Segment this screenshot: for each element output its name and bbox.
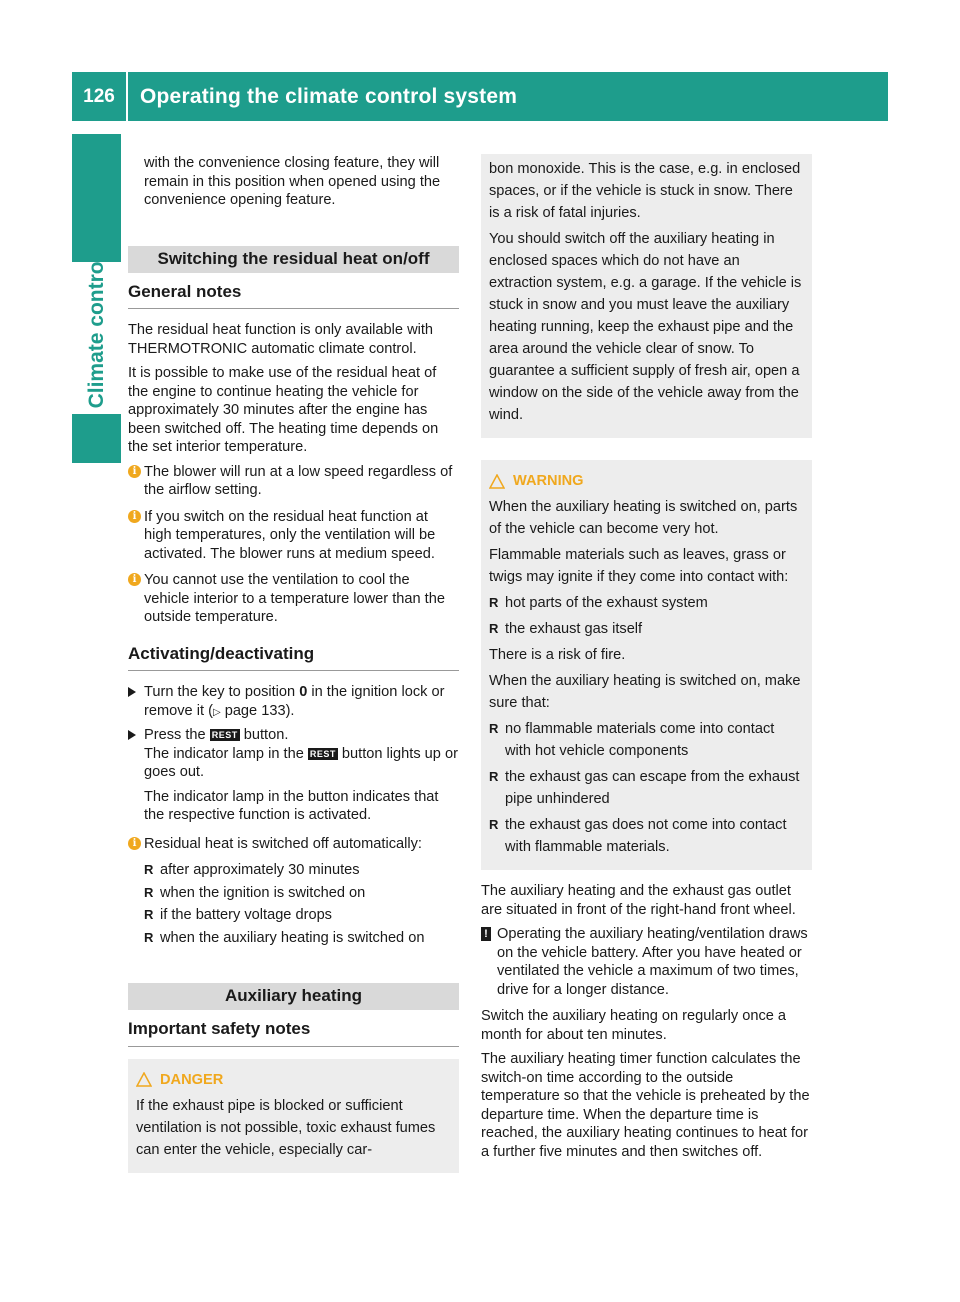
outlet-paragraph: The auxiliary heating and the exhaust gas outlet are situated in front of the right-hand front wheel. xyxy=(481,883,796,918)
bullet-icon: R xyxy=(144,929,154,945)
list-item xyxy=(489,814,804,858)
info-note xyxy=(128,571,459,627)
info-note-text: If you switch on the residual heat function at high temperatures, only the ventilation will be activated. The blower runs at medium speed. xyxy=(144,508,436,562)
general-notes-heading: General notes xyxy=(128,283,459,310)
danger-text: If the exhaust pipe is blocked or sufficient ventilation is not possible, toxic exhaust fumes can enter the vehicle, especially car- xyxy=(136,1097,436,1158)
info-icon: i xyxy=(128,465,141,478)
warning-triangle-icon xyxy=(489,474,505,489)
list-item xyxy=(489,766,804,810)
info-note xyxy=(128,835,459,854)
warning-text: Flammable materials such as leaves, grass or twigs may ignite if they come into contact with: xyxy=(489,547,789,585)
caution-note-text: Operating the auxiliary heating/ventilation draws on the vehicle battery. After you have heated or ventilated the vehicle a maximum of two times, drive for a longer distance. xyxy=(497,926,808,998)
key-position: 0 xyxy=(299,684,308,700)
danger-header xyxy=(136,1069,451,1091)
list-item-text: when the ignition is switched on xyxy=(160,884,366,901)
left-column xyxy=(128,154,459,1173)
list-item xyxy=(144,929,459,948)
rest-button-icon: REST xyxy=(309,748,336,759)
list-item-text: if the battery voltage drops xyxy=(160,907,332,923)
intro-paragraph: with the convenience closing feature, they will remain in this position when opened using the convenience opening feature. xyxy=(144,155,441,208)
bullet-icon: R xyxy=(489,817,499,832)
info-note-text: You cannot use the ventilation to cool the vehicle interior to a temperature lower than the outside temperature. xyxy=(144,572,445,625)
monthly-paragraph: Switch the auxiliary heating on regularly once a month for about ten minutes. xyxy=(481,1008,787,1043)
warning-text: There is a risk of fire. xyxy=(489,647,626,663)
instruction-step xyxy=(128,726,459,825)
list-item xyxy=(489,718,804,762)
info-icon: i xyxy=(128,837,141,850)
page-title: Operating the climate control system xyxy=(140,84,518,108)
warning-label: WARNING xyxy=(513,473,584,489)
danger-label: DANGER xyxy=(160,1071,224,1088)
page-reference-link[interactable]: page 133). xyxy=(224,702,295,719)
list-item-text: no flammable materials come into contact with hot vehicle components xyxy=(505,721,775,759)
section-heading-residual-heat: Switching the residual heat on/off xyxy=(128,246,459,273)
general-notes-paragraph-2: It is possible to make use of the residual heat of the engine to continue heating the vehicle for approximately 30 minutes after the engine has been switched off. The heating time depends on the set interior temperature. xyxy=(128,365,439,455)
info-note xyxy=(128,463,459,500)
info-note-text: Residual heat is switched off automatically: xyxy=(144,835,422,852)
side-tab-label xyxy=(72,255,121,409)
step-arrow-icon xyxy=(128,730,136,740)
warning-text: When the auxiliary heating is switched on, parts of the vehicle can become very hot. xyxy=(489,499,798,537)
step-text: button. xyxy=(239,727,289,743)
general-notes-paragraph-1: The residual heat function is only available with THERMOTRONIC automatic climate control. xyxy=(128,322,434,357)
timer-paragraph: The auxiliary heating timer function calculates the switch-on time according to the outside temperature so that the vehicle is preheated by the departure time. When the departure time is reached, the auxiliary heating continues to heat for a further five minutes and then switches off. xyxy=(481,1051,810,1160)
side-tab-marker xyxy=(72,414,121,463)
warning-text: When the auxiliary heating is switched on, make sure that: xyxy=(489,673,801,711)
warning-header xyxy=(489,470,804,492)
list-item-text: the exhaust gas itself xyxy=(505,621,643,637)
info-icon: i xyxy=(128,510,141,523)
right-column xyxy=(481,154,812,1167)
auto-off-list xyxy=(128,861,459,947)
warning-triangle-icon xyxy=(136,1072,152,1087)
bullet-icon: R xyxy=(489,769,499,784)
page-number: 126 xyxy=(83,85,115,107)
step-text: Turn the key to position xyxy=(144,684,300,700)
list-item-text: the exhaust gas can escape from the exhaust pipe unhindered xyxy=(505,769,800,807)
exclamation-icon: ! xyxy=(481,927,491,941)
info-icon: i xyxy=(128,573,141,586)
list-item-text: the exhaust gas does not come into contact with flammable materials. xyxy=(505,817,787,855)
list-item-text: when the auxiliary heating is switched on xyxy=(160,929,425,946)
step-text: The indicator lamp in the xyxy=(144,745,308,762)
danger-box-continued xyxy=(481,154,812,438)
info-note xyxy=(128,508,459,564)
step-arrow-icon xyxy=(128,687,136,697)
list-item xyxy=(144,906,459,925)
step-text: button lights up or goes out. xyxy=(144,745,458,780)
side-tab-text: Climate control xyxy=(84,255,108,409)
bullet-icon: R xyxy=(489,621,499,636)
page-reference-icon: ▷ xyxy=(212,706,221,718)
danger-text: bon monoxide. This is the case, e.g. in enclosed spaces, or if the vehicle is stuck in snow. There is a risk of fatal injuries. xyxy=(489,161,801,221)
list-item-text: after approximately 30 minutes xyxy=(160,862,360,878)
list-item xyxy=(144,884,459,903)
danger-text: You should switch off the auxiliary heating in enclosed spaces which do not have an extraction system, e.g. a garage. If the vehicle is stuck in snow and you must leave the auxiliary heating running, keep the exhaust pipe and the area around the vehicle clear of snow. To guarantee a sufficient supply of fresh air, open a window on the side of the vehicle away from the wind. xyxy=(489,231,802,423)
bullet-icon: R xyxy=(144,907,154,922)
info-note-text: The blower will run at a low speed regardless of the airflow setting. xyxy=(144,463,453,498)
page-header xyxy=(72,72,888,121)
safety-notes-heading: Important safety notes xyxy=(128,1020,459,1047)
activating-heading: Activating/deactivating xyxy=(128,645,459,672)
list-item xyxy=(144,861,459,880)
section-heading-auxiliary-heating: Auxiliary heating xyxy=(128,983,459,1010)
bullet-icon: R xyxy=(489,595,499,610)
list-item xyxy=(489,592,804,614)
bullet-icon: R xyxy=(144,884,154,900)
caution-note xyxy=(481,925,812,999)
list-item xyxy=(489,618,804,640)
bullet-icon: R xyxy=(144,862,154,877)
bullet-icon: R xyxy=(489,721,499,736)
list-item-text: hot parts of the exhaust system xyxy=(505,595,708,611)
intro-text xyxy=(128,154,459,210)
warning-box xyxy=(481,460,812,870)
rest-button-icon: REST xyxy=(211,730,238,740)
side-tab-block xyxy=(72,134,121,262)
instruction-step xyxy=(128,683,459,722)
step-text: in the ignition lock or remove it ( xyxy=(144,684,445,719)
step-result-text: The indicator lamp in the button indicates that the respective function is activated. xyxy=(144,788,439,823)
danger-box xyxy=(128,1059,459,1173)
step-text: Press the xyxy=(144,727,210,743)
